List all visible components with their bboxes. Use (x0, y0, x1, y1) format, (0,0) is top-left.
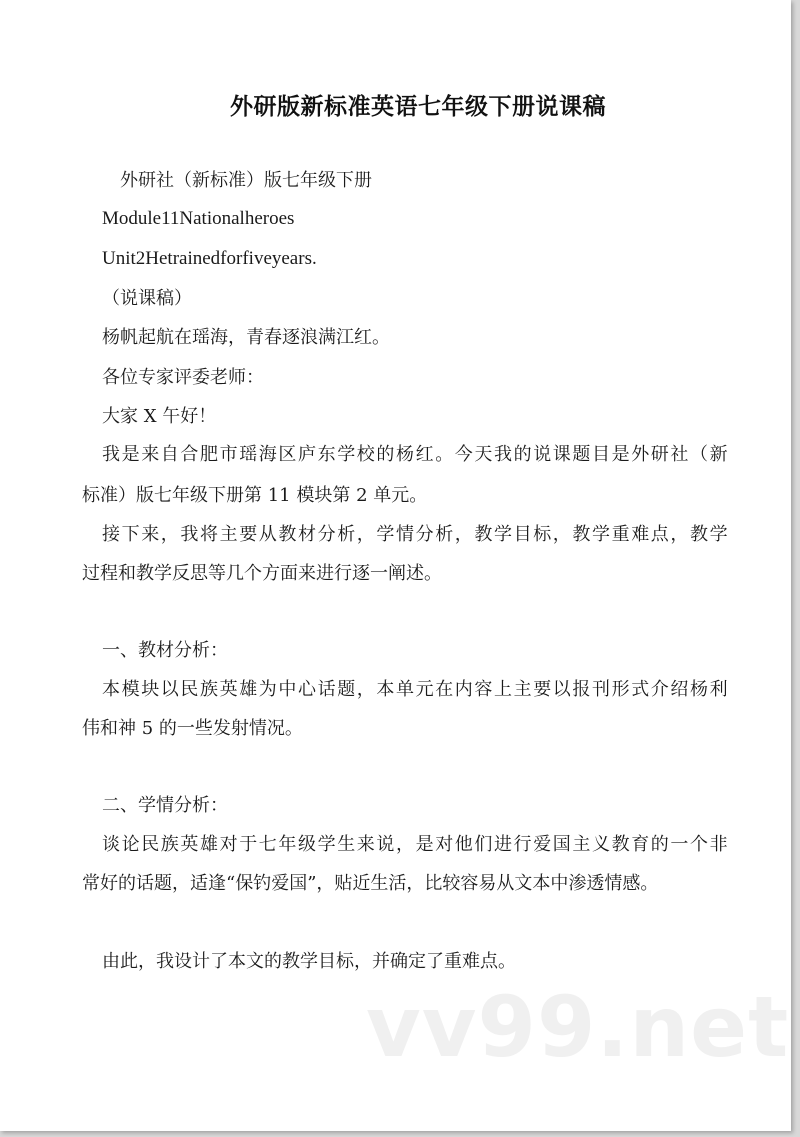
publisher-line: 外研社（新标准）版七年级下册 (120, 170, 372, 191)
body-line: 谈论民族英雄对于七年级学生来说，是对他们进行爱国主义教育的一个非 (102, 834, 730, 855)
unit-line: Unit2Hetrainedforfiveyears. (102, 248, 317, 269)
greeting-line: 各位专家评委老师： (102, 367, 264, 388)
watermark-text: vv99.net (366, 978, 790, 1076)
body-line: 常好的话题，适逢“保钓爱国”，贴近生活，比较容易从文本中渗透情感。 (82, 873, 659, 894)
salutation-line: 大家 X 午好！ (102, 406, 217, 427)
body-line: 过程和教学反思等几个方面来进行逐一阐述。 (82, 563, 442, 584)
module-line: Module11Nationalheroes (102, 208, 295, 229)
document-title: 外研版新标准英语七年级下册说课稿 (230, 94, 606, 120)
body-line: 标准）版七年级下册第 11 模块第 2 单元。 (82, 485, 428, 506)
body-line: 我是来自合肥市瑶海区庐东学校的杨红。今天我的说课题目是外研社（新 (102, 444, 730, 465)
section-heading: 二、学情分析： (102, 795, 228, 816)
body-line: 接下来，我将主要从教材分析，学情分析，教学目标，教学重难点，教学 (102, 524, 730, 545)
motto-line: 杨帆起航在瑶海，青春逐浪满江红。 (102, 327, 390, 348)
body-line: 由此，我设计了本文的教学目标，并确定了重难点。 (102, 951, 516, 972)
section-heading: 一、教材分析： (102, 640, 228, 661)
body-line: 本模块以民族英雄为中心话题，本单元在内容上主要以报刊形式介绍杨利 (102, 679, 730, 700)
body-line: 伟和神 5 的一些发射情况。 (82, 718, 303, 739)
subtitle-line: （说课稿） (102, 288, 192, 309)
